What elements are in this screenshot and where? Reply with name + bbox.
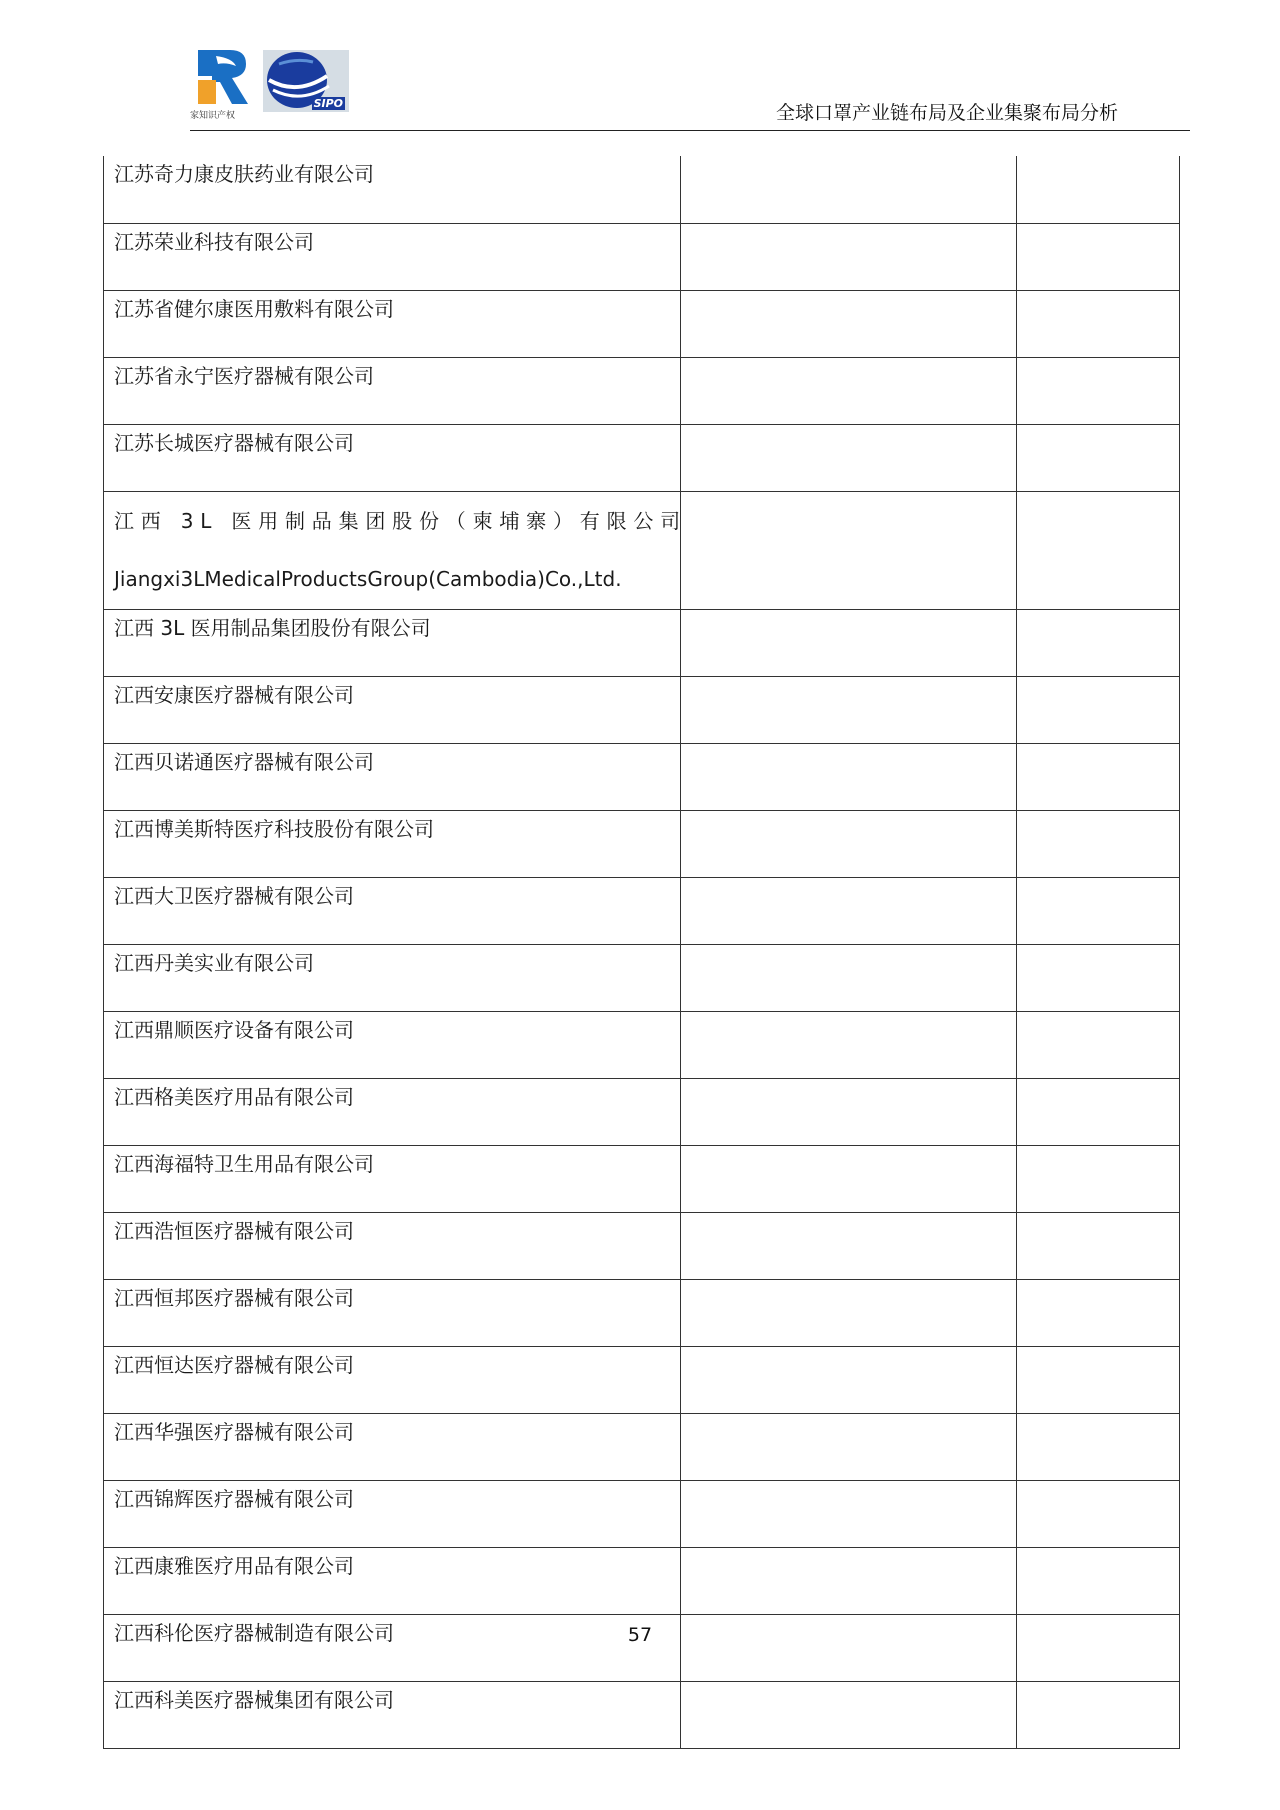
table-cell [1017,878,1180,945]
table-cell [681,677,1017,744]
table-row [104,744,1180,811]
table-cell [681,945,1017,1012]
table-cell [681,291,1017,358]
company-name: 江苏荣业科技有限公司 [104,224,681,291]
company-name: 江苏长城医疗器械有限公司 [104,425,681,492]
table-cell [1017,224,1180,291]
table-cell [1017,1012,1180,1079]
table-cell [1017,811,1180,878]
table-cell [1017,1414,1180,1481]
company-name: 江西博美斯特医疗科技股份有限公司 [104,811,681,878]
table-cell [1017,744,1180,811]
ipr-logo-caption: 家知识产权 [190,111,236,121]
company-name: 江西华强医疗器械有限公司 [104,1414,681,1481]
table-cell [1017,291,1180,358]
table-row [104,1079,1180,1146]
table-row [104,1012,1180,1079]
table-row [104,1682,1180,1749]
table-cell [1017,1347,1180,1414]
table-row [104,291,1180,358]
table-cell [681,1347,1017,1414]
table-row [104,1481,1180,1548]
table-row [104,1414,1180,1481]
table-row [104,610,1180,677]
company-name: 江西 3L 医用制品集团股份有限公司 [104,610,681,677]
table-row [104,358,1180,425]
table-cell [681,1548,1017,1615]
company-name: 江西贝诺通医疗器械有限公司 [104,744,681,811]
company-name: 江西鼎顺医疗设备有限公司 [104,1012,681,1079]
company-name: 江西格美医疗用品有限公司 [104,1079,681,1146]
table-cell [1017,1548,1180,1615]
table-row [104,224,1180,291]
company-name: 江西 3L 医用制品集团股份（柬埔寨）有限公司 [114,509,687,533]
company-name: 江西恒达医疗器械有限公司 [104,1347,681,1414]
table-cell [1017,610,1180,677]
table-cell [681,492,1017,610]
table-cell [681,744,1017,811]
table-cell [1017,1682,1180,1749]
company-name-english: Jiangxi3LMedicalProductsGroup(Cambodia)Co.,Ltd. [114,567,622,591]
company-name: 江西浩恒医疗器械有限公司 [104,1213,681,1280]
table-cell [681,1079,1017,1146]
table-row [104,878,1180,945]
table-row [104,677,1180,744]
table-row [104,1280,1180,1347]
table-cell [681,224,1017,291]
page-header [190,46,1190,131]
company-name: 江西安康医疗器械有限公司 [104,677,681,744]
table-cell [1017,677,1180,744]
company-name: 江苏省永宁医疗器械有限公司 [104,358,681,425]
table-cell [1017,1213,1180,1280]
table-row [104,811,1180,878]
company-name: 江西海福特卫生用品有限公司 [104,1146,681,1213]
company-name: 江西大卫医疗器械有限公司 [104,878,681,945]
sipo-logo [263,50,349,112]
table-cell [681,1414,1017,1481]
company-name: 江苏省健尔康医用敷料有限公司 [104,291,681,358]
table-cell [681,1146,1017,1213]
table-cell [681,1481,1017,1548]
table-cell [681,610,1017,677]
table-row [104,1146,1180,1213]
table-cell [681,878,1017,945]
document-title: 全球口罩产业链布局及企业集聚布局分析 [775,102,1118,124]
table-cell [681,425,1017,492]
company-table [103,156,1180,1749]
table-cell [1017,1481,1180,1548]
table-cell [681,156,1017,224]
table-cell [1017,358,1180,425]
table-cell [681,1682,1017,1749]
company-name: 江西康雅医疗用品有限公司 [104,1548,681,1615]
table-row [104,945,1180,1012]
table-cell [1017,945,1180,1012]
company-name: 江苏奇力康皮肤药业有限公司 [104,156,681,224]
table-cell [681,811,1017,878]
table-cell [1017,1146,1180,1213]
table-cell [1017,492,1180,610]
company-name: 江西科美医疗器械集团有限公司 [104,1682,681,1749]
table-cell [1017,1280,1180,1347]
company-name: 江西锦辉医疗器械有限公司 [104,1481,681,1548]
table-row [104,156,1180,224]
table-cell [1017,1079,1180,1146]
table-row [104,1347,1180,1414]
company-name: 江西科伦医疗器械制造有限公司 [104,1615,681,1682]
page-number: 57 [627,1624,653,1646]
table-cell [681,358,1017,425]
table-cell [1017,156,1180,224]
table-row [104,492,1180,610]
table-cell [681,1280,1017,1347]
table-row [104,1548,1180,1615]
table-cell [681,1012,1017,1079]
company-name: 江西恒邦医疗器械有限公司 [104,1280,681,1347]
table-row [104,425,1180,492]
table-row [104,1213,1180,1280]
company-name: 江西丹美实业有限公司 [104,945,681,1012]
sipo-logo-text: SIPO [313,97,343,110]
table-cell [681,1213,1017,1280]
table-cell [1017,425,1180,492]
company-name-cell [104,492,687,610]
